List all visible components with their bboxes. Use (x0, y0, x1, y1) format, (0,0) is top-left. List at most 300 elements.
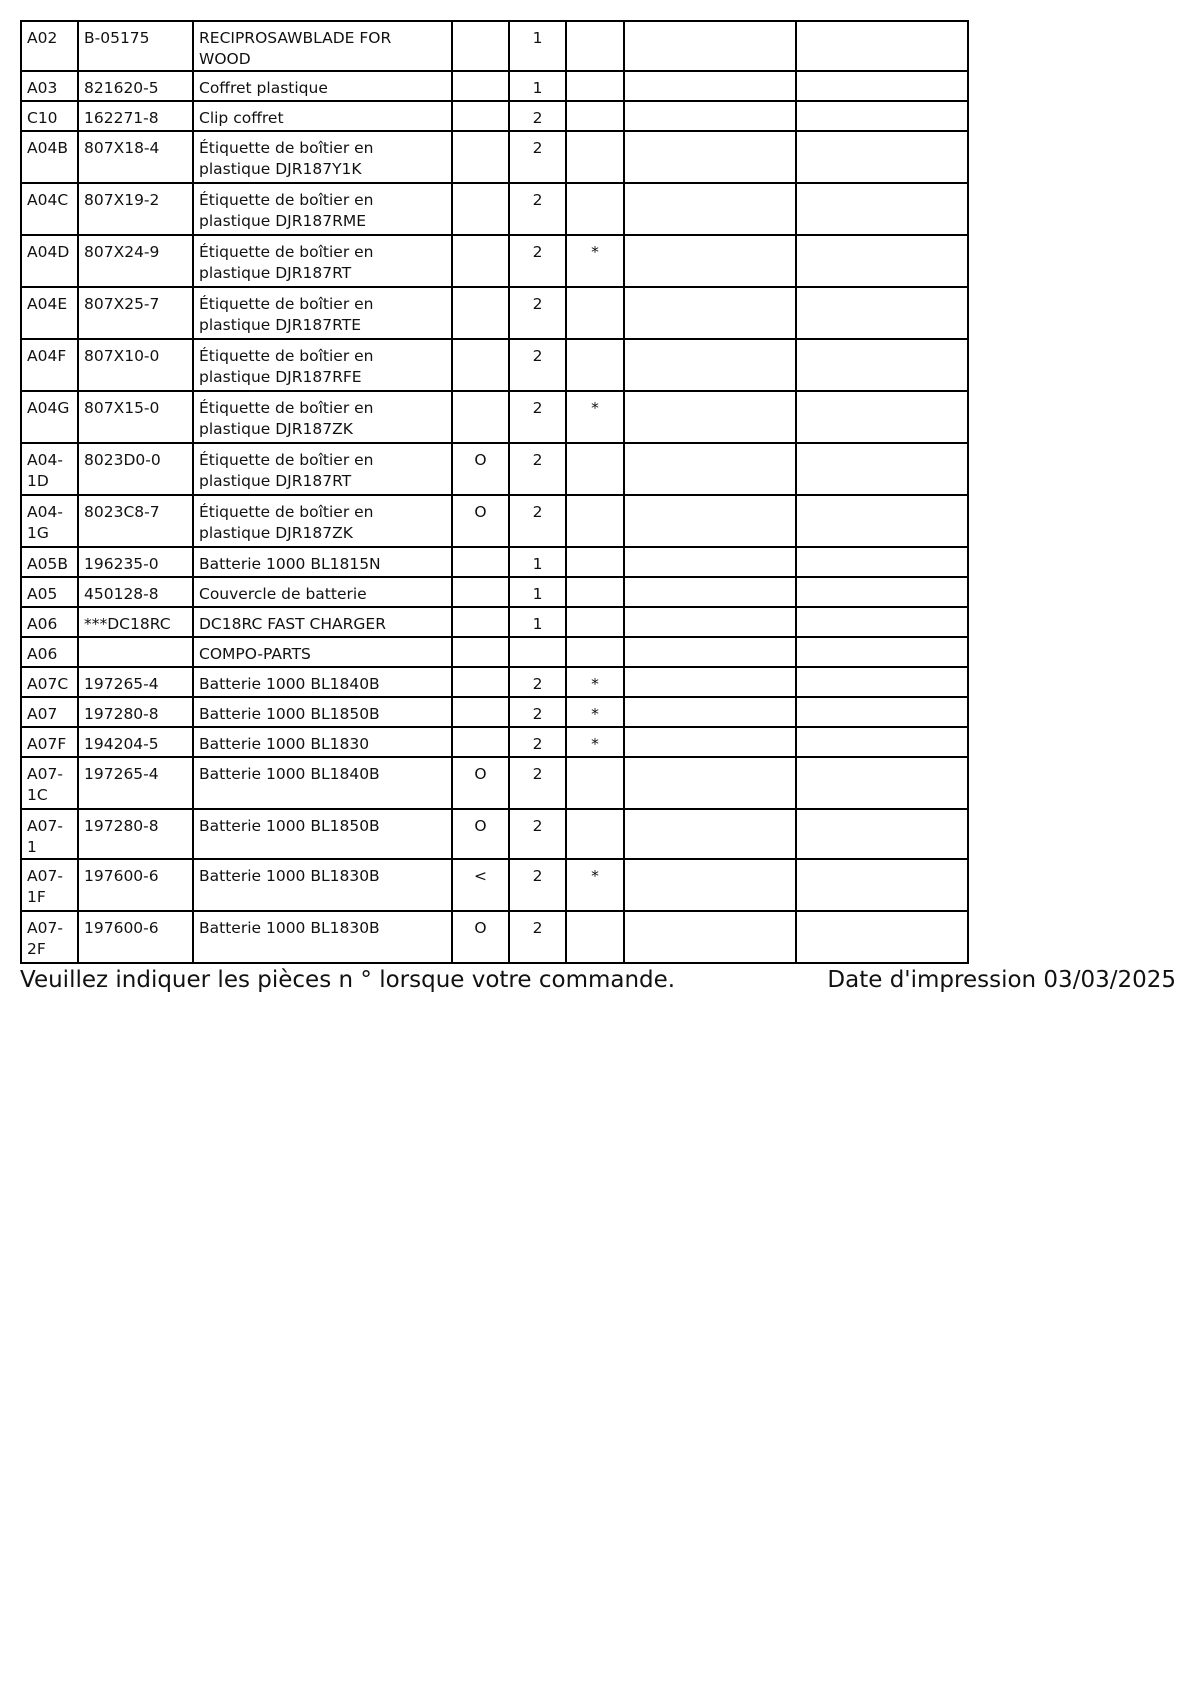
part-quantity-cell (509, 21, 566, 71)
part-mark-text (567, 608, 623, 614)
part-quantity-cell (509, 607, 566, 637)
part-ref-text: A04B (27, 139, 68, 157)
part-ref-cell (21, 911, 78, 963)
part-description-text: COMPO-PARTS (199, 645, 311, 663)
part-mark-text (567, 132, 623, 138)
part-note-text (453, 184, 508, 190)
part-number-text: 821620-5 (84, 79, 159, 97)
part-note-text (453, 608, 508, 614)
part-ref-text: A07-1F (27, 867, 63, 906)
part-description-text: Couvercle de batterie (199, 585, 367, 603)
part-ref-text: A04E (27, 295, 68, 313)
part-number-text: 807X25-7 (84, 295, 160, 313)
empty-cell (796, 391, 968, 443)
part-mark-text: * (591, 243, 599, 261)
part-quantity-cell (509, 495, 566, 547)
part-description-text: Étiquette de boîtier en plastique DJR187RTE (199, 295, 374, 334)
empty-cell (624, 443, 796, 495)
part-note-cell (452, 183, 509, 235)
part-mark-cell (566, 391, 624, 443)
part-number-cell (78, 607, 193, 637)
part-description-cell (193, 235, 452, 287)
part-note-cell (452, 607, 509, 637)
empty-cell (624, 183, 796, 235)
part-note-cell (452, 727, 509, 757)
part-quantity-text: 2 (532, 817, 543, 835)
part-ref-text: A07 (27, 705, 58, 723)
part-number-cell (78, 101, 193, 131)
empty-cell (624, 21, 796, 71)
table-row (21, 71, 968, 101)
part-description-text: Étiquette de boîtier en plastique DJR187ZK (199, 503, 374, 542)
part-quantity-text: 2 (532, 139, 543, 157)
part-quantity-cell (509, 667, 566, 697)
part-number-text: 197265-4 (84, 765, 159, 783)
part-ref-cell (21, 339, 78, 391)
part-note-text: O (474, 765, 487, 783)
table-row (21, 697, 968, 727)
empty-cell (796, 495, 968, 547)
part-number-cell (78, 183, 193, 235)
part-mark-text (567, 810, 623, 816)
part-mark-text (567, 548, 623, 554)
part-note-text (453, 578, 508, 584)
empty-cell (624, 911, 796, 963)
empty-cell (796, 637, 968, 667)
part-ref-text: A07-1C (27, 765, 63, 804)
part-note-cell (452, 911, 509, 963)
part-quantity-text: 2 (532, 295, 543, 313)
part-number-cell (78, 287, 193, 339)
part-ref-text: A05 (27, 585, 58, 603)
part-number-text: 197265-4 (84, 675, 159, 693)
part-description-cell (193, 667, 452, 697)
part-quantity-text: 1 (532, 29, 543, 47)
part-description-cell (193, 697, 452, 727)
part-mark-cell (566, 21, 624, 71)
part-note-text (453, 392, 508, 398)
part-ref-cell (21, 637, 78, 667)
part-description-cell (193, 339, 452, 391)
part-number-text: 8023D0-0 (84, 451, 161, 469)
part-quantity-cell (509, 697, 566, 727)
part-quantity-cell (509, 911, 566, 963)
part-note-text: O (474, 919, 487, 937)
empty-cell (624, 697, 796, 727)
table-row (21, 101, 968, 131)
part-quantity-cell (509, 71, 566, 101)
part-note-text (453, 72, 508, 78)
table-row (21, 859, 968, 911)
part-quantity-text: 2 (532, 451, 543, 469)
part-number-text: 807X10-0 (84, 347, 160, 365)
part-ref-cell (21, 757, 78, 809)
part-quantity-cell (509, 131, 566, 183)
part-mark-text (567, 912, 623, 918)
part-number-cell (78, 637, 193, 667)
part-number-cell (78, 757, 193, 809)
part-description-cell (193, 637, 452, 667)
part-quantity-text: 2 (532, 867, 543, 885)
part-description-text: Batterie 1000 BL1815N (199, 555, 381, 573)
part-mark-cell (566, 495, 624, 547)
print-date: Date d'impression 03/03/2025 (827, 967, 1176, 993)
part-note-text: O (474, 503, 487, 521)
part-description-text: Batterie 1000 BL1830B (199, 919, 380, 937)
part-quantity-text: 2 (532, 705, 543, 723)
part-description-cell (193, 183, 452, 235)
part-description-text: Batterie 1000 BL1840B (199, 765, 380, 783)
part-description-cell (193, 577, 452, 607)
part-description-cell (193, 757, 452, 809)
part-description-text: Étiquette de boîtier en plastique DJR187ZK (199, 399, 374, 438)
part-ref-text: A04-1D (27, 451, 63, 490)
empty-cell (796, 131, 968, 183)
part-mark-text (567, 340, 623, 346)
part-quantity-text: 1 (532, 585, 543, 603)
part-description-cell (193, 911, 452, 963)
part-description-cell (193, 21, 452, 71)
part-number-text (79, 638, 192, 644)
part-mark-cell (566, 727, 624, 757)
part-ref-text: A07F (27, 735, 67, 753)
part-ref-cell (21, 71, 78, 101)
empty-cell (624, 495, 796, 547)
table-row (21, 547, 968, 577)
empty-cell (624, 547, 796, 577)
part-description-cell (193, 727, 452, 757)
part-description-cell (193, 547, 452, 577)
empty-cell (624, 637, 796, 667)
part-mark-cell (566, 809, 624, 859)
part-mark-text (567, 578, 623, 584)
part-ref-text: A04G (27, 399, 70, 417)
part-ref-cell (21, 577, 78, 607)
empty-cell (796, 235, 968, 287)
table-row (21, 727, 968, 757)
table-row (21, 391, 968, 443)
part-quantity-text: 2 (532, 109, 543, 127)
part-mark-cell (566, 697, 624, 727)
part-quantity-text: 2 (532, 735, 543, 753)
empty-cell (796, 607, 968, 637)
part-ref-cell (21, 809, 78, 859)
part-number-cell (78, 235, 193, 287)
part-number-text: 197600-6 (84, 919, 159, 937)
table-row (21, 757, 968, 809)
empty-cell (624, 101, 796, 131)
part-number-cell (78, 859, 193, 911)
table-row (21, 911, 968, 963)
empty-cell (796, 101, 968, 131)
part-note-cell (452, 495, 509, 547)
part-quantity-cell (509, 859, 566, 911)
part-number-text: 194204-5 (84, 735, 159, 753)
empty-cell (624, 757, 796, 809)
part-quantity-cell (509, 809, 566, 859)
part-description-cell (193, 607, 452, 637)
part-mark-text (567, 444, 623, 450)
part-mark-cell (566, 443, 624, 495)
part-description-text: Batterie 1000 BL1850B (199, 817, 380, 835)
part-ref-text: A04C (27, 191, 69, 209)
empty-cell (796, 71, 968, 101)
part-quantity-cell (509, 637, 566, 667)
part-mark-cell (566, 607, 624, 637)
part-ref-text: A02 (27, 29, 58, 47)
empty-cell (624, 235, 796, 287)
part-description-cell (193, 859, 452, 911)
part-ref-cell (21, 727, 78, 757)
part-quantity-text: 2 (532, 243, 543, 261)
part-mark-text (567, 72, 623, 78)
part-number-cell (78, 339, 193, 391)
part-number-cell (78, 443, 193, 495)
empty-cell (624, 727, 796, 757)
part-description-cell (193, 391, 452, 443)
empty-cell (796, 183, 968, 235)
table-row (21, 21, 968, 71)
part-quantity-text: 2 (532, 765, 543, 783)
part-number-text: ***DC18RC (84, 615, 171, 633)
part-description-cell (193, 101, 452, 131)
part-mark-cell (566, 577, 624, 607)
part-mark-cell (566, 637, 624, 667)
part-note-cell (452, 71, 509, 101)
part-number-text: 196235-0 (84, 555, 159, 573)
part-mark-cell (566, 287, 624, 339)
part-note-text (453, 698, 508, 704)
part-number-text: 807X19-2 (84, 191, 160, 209)
part-description-text: Étiquette de boîtier en plastique DJR187RT (199, 451, 374, 490)
order-instruction-note: Veuillez indiquer les pièces n ° lorsque votre commande. (20, 967, 676, 993)
part-mark-text (567, 496, 623, 502)
part-note-text: O (474, 817, 487, 835)
empty-cell (796, 443, 968, 495)
part-quantity-text: 2 (532, 347, 543, 365)
part-ref-cell (21, 391, 78, 443)
part-number-cell (78, 667, 193, 697)
part-ref-cell (21, 183, 78, 235)
part-mark-text (567, 758, 623, 764)
empty-cell (624, 287, 796, 339)
part-number-cell (78, 391, 193, 443)
part-note-text (453, 236, 508, 242)
part-note-cell (452, 547, 509, 577)
part-description-text: Coffret plastique (199, 79, 328, 97)
part-ref-cell (21, 667, 78, 697)
part-quantity-text: 1 (532, 555, 543, 573)
table-row (21, 339, 968, 391)
part-note-cell (452, 809, 509, 859)
part-note-text (453, 728, 508, 734)
part-quantity-cell (509, 183, 566, 235)
part-quantity-text: 2 (532, 503, 543, 521)
part-ref-cell (21, 443, 78, 495)
part-note-text (453, 548, 508, 554)
part-ref-cell (21, 101, 78, 131)
part-quantity-cell (509, 757, 566, 809)
empty-cell (624, 809, 796, 859)
part-quantity-text: 2 (532, 399, 543, 417)
part-ref-text: A04D (27, 243, 70, 261)
empty-cell (624, 859, 796, 911)
table-row (21, 287, 968, 339)
part-description-text: Étiquette de boîtier en plastique DJR187RME (199, 191, 374, 230)
part-description-text: Batterie 1000 BL1840B (199, 675, 380, 693)
part-description-cell (193, 495, 452, 547)
part-note-text (453, 340, 508, 346)
part-note-cell (452, 859, 509, 911)
part-number-text: 450128-8 (84, 585, 159, 603)
part-note-cell (452, 131, 509, 183)
part-note-text (453, 668, 508, 674)
part-quantity-text: 2 (532, 919, 543, 937)
empty-cell (796, 727, 968, 757)
part-number-text: 8023C8-7 (84, 503, 160, 521)
part-ref-text: A04F (27, 347, 67, 365)
part-description-text: Étiquette de boîtier en plastique DJR187RT (199, 243, 374, 282)
empty-cell (624, 391, 796, 443)
part-number-cell (78, 911, 193, 963)
empty-cell (796, 339, 968, 391)
table-row (21, 495, 968, 547)
part-ref-text: A04-1G (27, 503, 63, 542)
part-quantity-text: 1 (532, 615, 543, 633)
part-mark-text (567, 102, 623, 108)
table-row (21, 131, 968, 183)
part-mark-text (567, 184, 623, 190)
part-note-cell (452, 577, 509, 607)
part-note-text (453, 102, 508, 108)
part-note-cell (452, 443, 509, 495)
part-note-text: < (474, 867, 487, 885)
part-quantity-cell (509, 235, 566, 287)
part-description-text: DC18RC FAST CHARGER (199, 615, 386, 633)
part-ref-cell (21, 131, 78, 183)
part-note-cell (452, 391, 509, 443)
part-note-text (453, 132, 508, 138)
part-ref-text: A05B (27, 555, 68, 573)
part-mark-text: * (591, 399, 599, 417)
table-row (21, 235, 968, 287)
part-note-cell (452, 101, 509, 131)
part-ref-text: A06 (27, 615, 58, 633)
part-ref-cell (21, 21, 78, 71)
part-number-cell (78, 71, 193, 101)
part-quantity-cell (509, 101, 566, 131)
part-quantity-cell (509, 287, 566, 339)
empty-cell (796, 287, 968, 339)
empty-cell (624, 607, 796, 637)
part-number-text: 807X24-9 (84, 243, 160, 261)
part-mark-cell (566, 71, 624, 101)
part-quantity-cell (509, 443, 566, 495)
part-mark-text (567, 288, 623, 294)
part-description-text: Batterie 1000 BL1830 (199, 735, 370, 753)
empty-cell (796, 757, 968, 809)
part-mark-text (567, 22, 623, 28)
part-mark-cell (566, 667, 624, 697)
table-row (21, 183, 968, 235)
part-number-cell (78, 727, 193, 757)
part-mark-cell (566, 235, 624, 287)
part-description-text: Batterie 1000 BL1830B (199, 867, 380, 885)
part-ref-text: C10 (27, 109, 58, 127)
part-number-text: 197280-8 (84, 705, 159, 723)
part-note-cell (452, 235, 509, 287)
part-quantity-cell (509, 339, 566, 391)
empty-cell (796, 667, 968, 697)
part-ref-text: A07-2F (27, 919, 63, 958)
part-mark-text: * (591, 867, 599, 885)
empty-cell (624, 339, 796, 391)
part-ref-text: A06 (27, 645, 58, 663)
part-description-text: Étiquette de boîtier en plastique DJR187RFE (199, 347, 374, 386)
part-quantity-cell (509, 577, 566, 607)
part-mark-text: * (591, 675, 599, 693)
empty-cell (796, 547, 968, 577)
empty-cell (796, 697, 968, 727)
part-note-cell (452, 21, 509, 71)
part-number-text: 197600-6 (84, 867, 159, 885)
empty-cell (796, 809, 968, 859)
table-row (21, 637, 968, 667)
part-ref-cell (21, 697, 78, 727)
part-ref-text: A03 (27, 79, 58, 97)
part-quantity-cell (509, 547, 566, 577)
part-description-cell (193, 131, 452, 183)
part-mark-cell (566, 101, 624, 131)
table-row (21, 577, 968, 607)
part-ref-text: A07C (27, 675, 69, 693)
part-mark-cell (566, 131, 624, 183)
part-ref-cell (21, 287, 78, 339)
part-description-text: RECIPROSAWBLADE FOR WOOD (199, 29, 392, 68)
part-ref-cell (21, 607, 78, 637)
part-number-text: 807X18-4 (84, 139, 160, 157)
part-ref-cell (21, 235, 78, 287)
part-number-cell (78, 547, 193, 577)
part-description-cell (193, 443, 452, 495)
part-note-cell (452, 697, 509, 727)
part-note-cell (452, 667, 509, 697)
part-mark-text: * (591, 735, 599, 753)
part-note-cell (452, 287, 509, 339)
part-number-cell (78, 577, 193, 607)
part-description-text: Étiquette de boîtier en plastique DJR187Y1K (199, 139, 374, 178)
part-note-cell (452, 757, 509, 809)
table-row (21, 667, 968, 697)
part-description-text: Batterie 1000 BL1850B (199, 705, 380, 723)
part-number-cell (78, 697, 193, 727)
part-ref-cell (21, 547, 78, 577)
part-quantity-cell (509, 727, 566, 757)
part-quantity-text: 2 (532, 191, 543, 209)
part-mark-cell (566, 859, 624, 911)
part-quantity-text (510, 638, 565, 644)
part-note-text (453, 638, 508, 644)
empty-cell (624, 667, 796, 697)
part-description-cell (193, 71, 452, 101)
part-number-text: 162271-8 (84, 109, 159, 127)
part-description-cell (193, 809, 452, 859)
part-quantity-text: 1 (532, 79, 543, 97)
part-number-text: 807X15-0 (84, 399, 160, 417)
part-description-cell (193, 287, 452, 339)
part-number-text: 197280-8 (84, 817, 159, 835)
empty-cell (624, 577, 796, 607)
